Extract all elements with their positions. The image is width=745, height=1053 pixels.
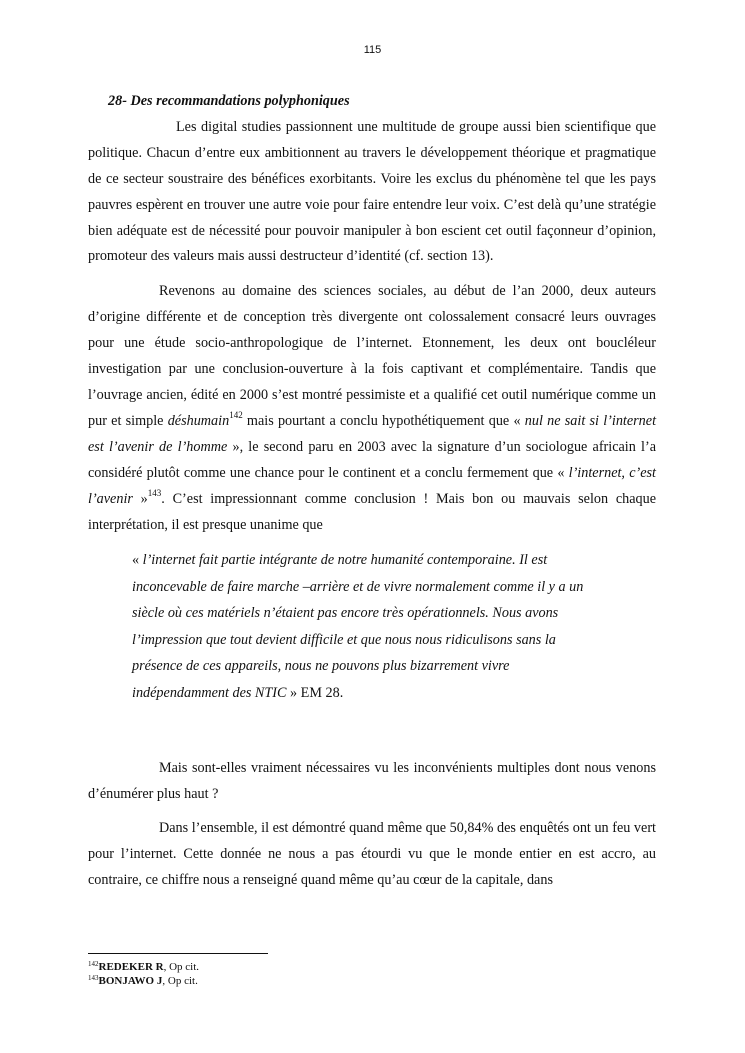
paragraph-2-text-c: », le second paru en 2003 avec la signature d’un sociologue africain l’a considéré plutôt comme une chance pour le continent et a conclu fermement que « [88,438,656,481]
footnote-author: REDEKER R [98,961,164,973]
footnote-author: BONJAWO J [98,975,163,987]
paragraph-2-text-e: . C’est impressionnant comme conclusion ! Mais bon ou mauvais selon chaque interprétation, il est presque unanime que [88,490,656,533]
paragraph-2-text-b: mais pourtant a conclu hypothétiquement que « [242,412,525,429]
footnote-ref-142: 142 [229,409,243,420]
paragraph-4: Dans l’ensemble, il est démontré quand même que 50,84% des enquêtés ont un feu vert pour l’internet. Cette donnée ne nous a pas étourdi vu que le monde entier en est accro, au contraire, ce chiffre nous a renseigné quand même qu’au cœur de la capitale, dans [88,820,656,889]
section-heading: 28- Des recommandations polyphoniques [108,93,350,109]
footnote-ref: , Op cit. [163,961,200,973]
paragraph-2-text-a: Revenons au domaine des sciences sociales, au début de l’an 2000, deux auteurs d’origine différente et de conception très divergente ont colossalement consacré leurs ouvrages pour une étude socio-anthropologique de l’internet. Etonnement, les deux ont boucléleur investigation par une conclusion-ouverture à la fois captivant et complémentaire. Tandis que l’ouvrage ancien, édité en 2000 s’est montré pessimiste et a qualifié cet outil numérique comme un pur et simple [88,283,656,429]
paragraph-2-italic-c: l’internet, c’est l’avenir [88,464,656,507]
paragraph-2 [88,279,656,538]
paragraph-1: Les digital studies passionnent une multitude de groupe aussi bien scientifique que politique. Chacun d’entre eux ambitionnent au travers le développement théorique et pragmatique de ce secteur soustraire des bénéfices exorbitants. Voire les exclus du phénomène tel que les pays pauvres espèrent en trouver une autre voie pour faire entendre leur voix. C’est delà qu’une stratégie bien adéquate est de nécessité pour pouvoir manipuler à bon escient cet outil façonneur d’opinion, promoteur des valeurs mais aussi destructeur d’identité (cf. section 13). [88,118,656,265]
quote-tail: » EM 28. [286,684,344,701]
quote-text: l’internet fait partie intégrante de notre humanité contemporaine. Il est inconcevable de faire marche –arrière et de vivre normalement comme il y a un siècle où ces matériels n’étaient pas encore très opérationnels. Nous avons l’impression que tout devient difficile et que nous nous ridiculisons sans la présence de ces appareils, nous ne pouvons plus bizarrement vivre indépendamment des NTIC [132,552,584,701]
footnote-143 [88,974,656,988]
block-quote [132,547,586,706]
paragraph-2-italic-a: déshumain [167,412,230,429]
paragraph-3: Mais sont-elles vraiment nécessaires vu les inconvénients multiples dont nous venons d’énumérer plus haut ? [88,760,656,803]
quote-open: « [132,552,143,569]
footnote-ref-143: 143 [147,487,162,498]
footnote-142 [88,960,656,974]
page-number: 115 [363,44,382,56]
footnote-number: 142 [88,960,99,968]
footnotes [88,960,656,988]
footnote-number: 143 [88,974,99,982]
page-body [88,89,656,894]
paragraph-2-text-d: » [132,490,148,507]
footnote-divider [88,953,268,954]
footnote-ref: , Op cit. [162,975,198,987]
paragraph-2-italic-b: nul ne sait si l’internet est l’avenir de l’homme [88,412,657,455]
